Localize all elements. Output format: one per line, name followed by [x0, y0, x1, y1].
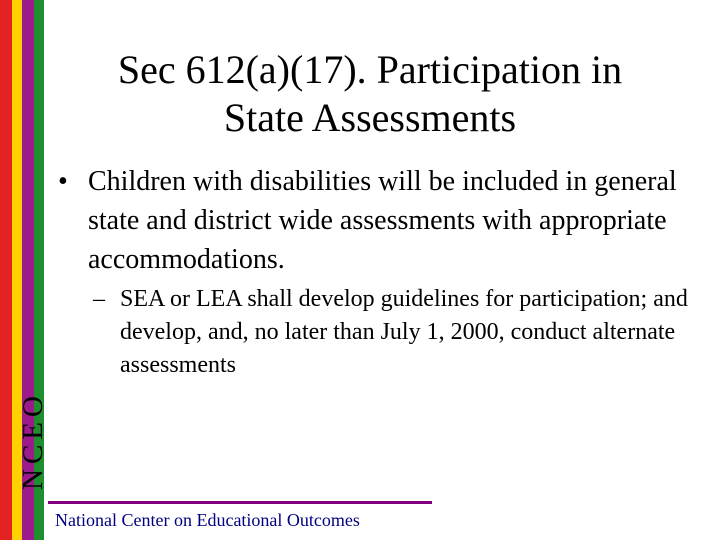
slide-title: Sec 612(a)(17). Participation in State Assessments	[117, 47, 623, 140]
sub-bullet	[93, 283, 693, 382]
footer-divider	[48, 501, 432, 504]
red-stripe	[0, 0, 12, 540]
sub-bullet-text: SEA or LEA shall develop guidelines for participation; and develop, and, no later than July 1, 2000, conduct alternate assessments	[120, 286, 688, 378]
main-bullet	[58, 162, 698, 279]
nceo-side-label: NCEO	[17, 391, 49, 490]
main-bullet-text: Children with disabilities will be included in general state and district wide assessments with appropriate accommodations.	[88, 166, 677, 275]
footer-organization: National Center on Educational Outcomes	[55, 510, 360, 530]
dash-icon: –	[93, 286, 105, 312]
bullet-icon: •	[58, 166, 68, 197]
